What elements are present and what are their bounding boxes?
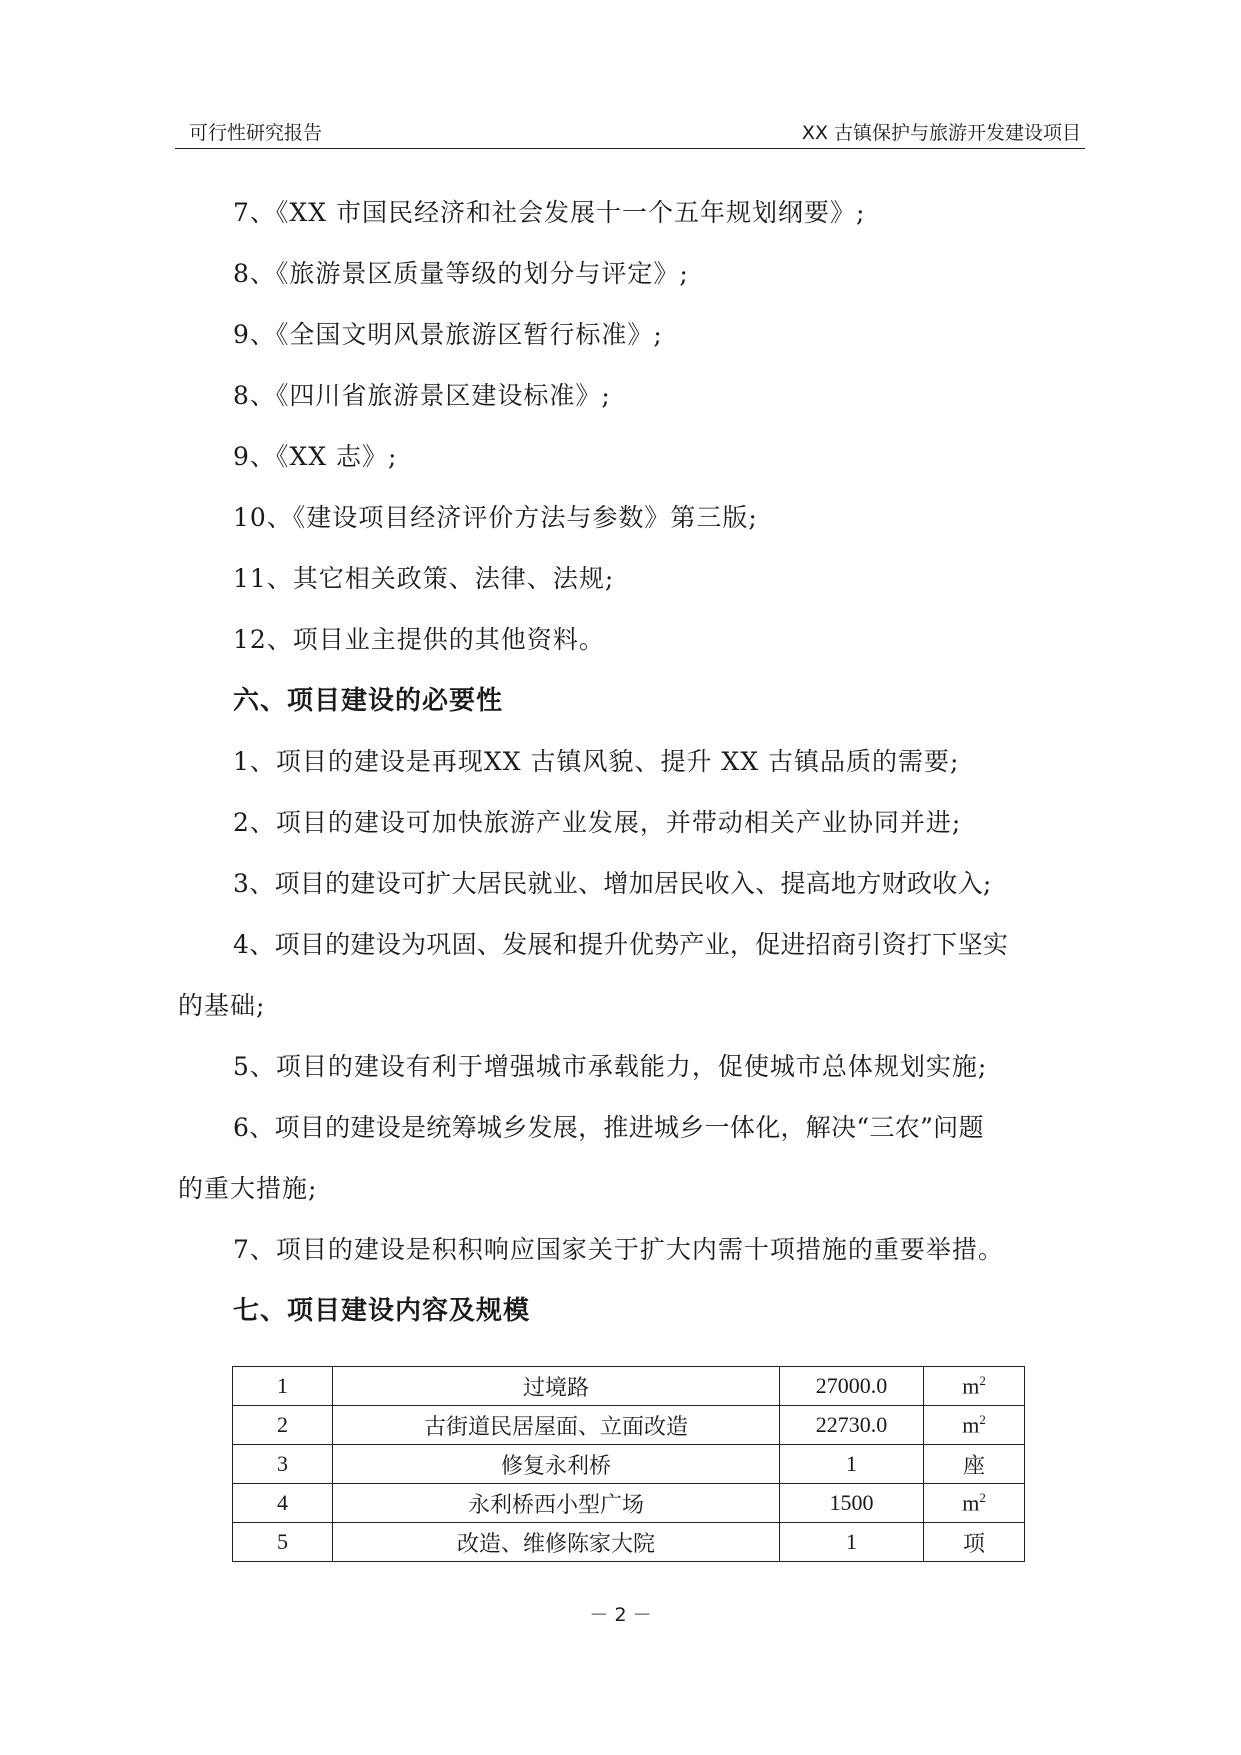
basis-item: 10、《建设项目经济评价方法与参数》第三版; [233,503,758,532]
necessity-paragraph: 1、项目的建设是再现XX 古镇风貌、提升 XX 古镇品质的需要; [233,747,960,776]
section-heading-content-scale: 七、项目建设内容及规模 [233,1296,531,1326]
table-cell-qty: 1 [780,1445,924,1484]
document-body [178,196,1088,1334]
necessity-paragraph-continued: 的基础; [178,991,266,1020]
necessity-paragraph: 4、项目的建设为巩固、发展和提升优势产业，促进招商引资打下坚实 [233,930,1009,959]
table-cell-qty: 27000.0 [780,1367,924,1406]
table-cell-name: 永利桥西小型广场 [333,1484,780,1523]
header-right-title: XX 古镇保护与旅游开发建设项目 [801,122,1081,144]
table-row [233,1367,1025,1406]
necessity-paragraph: 5、项目的建设有利于增强城市承载能力，促使城市总体规划实施; [233,1052,988,1081]
necessity-paragraph-continued: 的重大措施; [178,1174,318,1203]
table-row [233,1406,1025,1445]
table-cell-unit: $m^2$ [924,1367,1025,1406]
table-cell-qty: 1500 [780,1484,924,1523]
table-cell-name: 过境路 [333,1367,780,1406]
table-row [233,1523,1025,1562]
table-cell-unit: 项 [924,1523,1025,1562]
construction-content-table [232,1366,1025,1562]
table-cell-no: 4 [233,1484,333,1523]
table-cell-no: 3 [233,1445,333,1484]
table-cell-name: 修复永利桥 [333,1445,780,1484]
basis-item: 12、项目业主提供的其他资料。 [233,625,605,654]
table-cell-no: 1 [233,1367,333,1406]
necessity-paragraph: 6、项目的建设是统筹城乡发展，推进城乡一体化，解决“三农”问题 [233,1113,984,1142]
table-cell-name: 古街道民居屋面、立面改造 [333,1406,780,1445]
table-cell-unit: $m^2$ [924,1484,1025,1523]
basis-item: 7、《XX 市国民经济和社会发展十一个五年规划纲要》; [233,198,866,227]
basis-item: 9、《XX 志》; [233,442,398,471]
basis-item: 8、《旅游景区质量等级的划分与评定》; [233,259,689,288]
necessity-paragraph: 3、项目的建设可扩大居民就业、增加居民收入、提高地方财政收入; [233,869,992,898]
basis-item: 8、《四川省旅游景区建设标准》; [233,381,611,410]
table-cell-qty: 22730.0 [780,1406,924,1445]
table-row [233,1445,1025,1484]
basis-item: 9、《全国文明风景旅游区暂行标准》; [233,320,663,349]
table-cell-unit: $m^2$ [924,1406,1025,1445]
table-cell-no: 2 [233,1406,333,1445]
page-header [175,112,1085,149]
page-number: － 2 － [589,1604,652,1626]
table-cell-name: 改造、维修陈家大院 [333,1523,780,1562]
table-cell-no: 5 [233,1523,333,1562]
table-cell-unit: 座 [924,1445,1025,1484]
necessity-paragraph: 2、项目的建设可加快旅游产业发展，并带动相关产业协同并进; [233,808,962,837]
table-row [233,1484,1025,1523]
header-left-title: 可行性研究报告 [189,122,323,144]
necessity-paragraph: 7、项目的建设是积积响应国家关于扩大内需十项措施的重要举措。 [233,1235,1004,1264]
section-heading-necessity: 六、项目建设的必要性 [233,686,504,716]
basis-item: 11、其它相关政策、法律、法规; [233,564,615,593]
table-cell-qty: 1 [780,1523,924,1562]
